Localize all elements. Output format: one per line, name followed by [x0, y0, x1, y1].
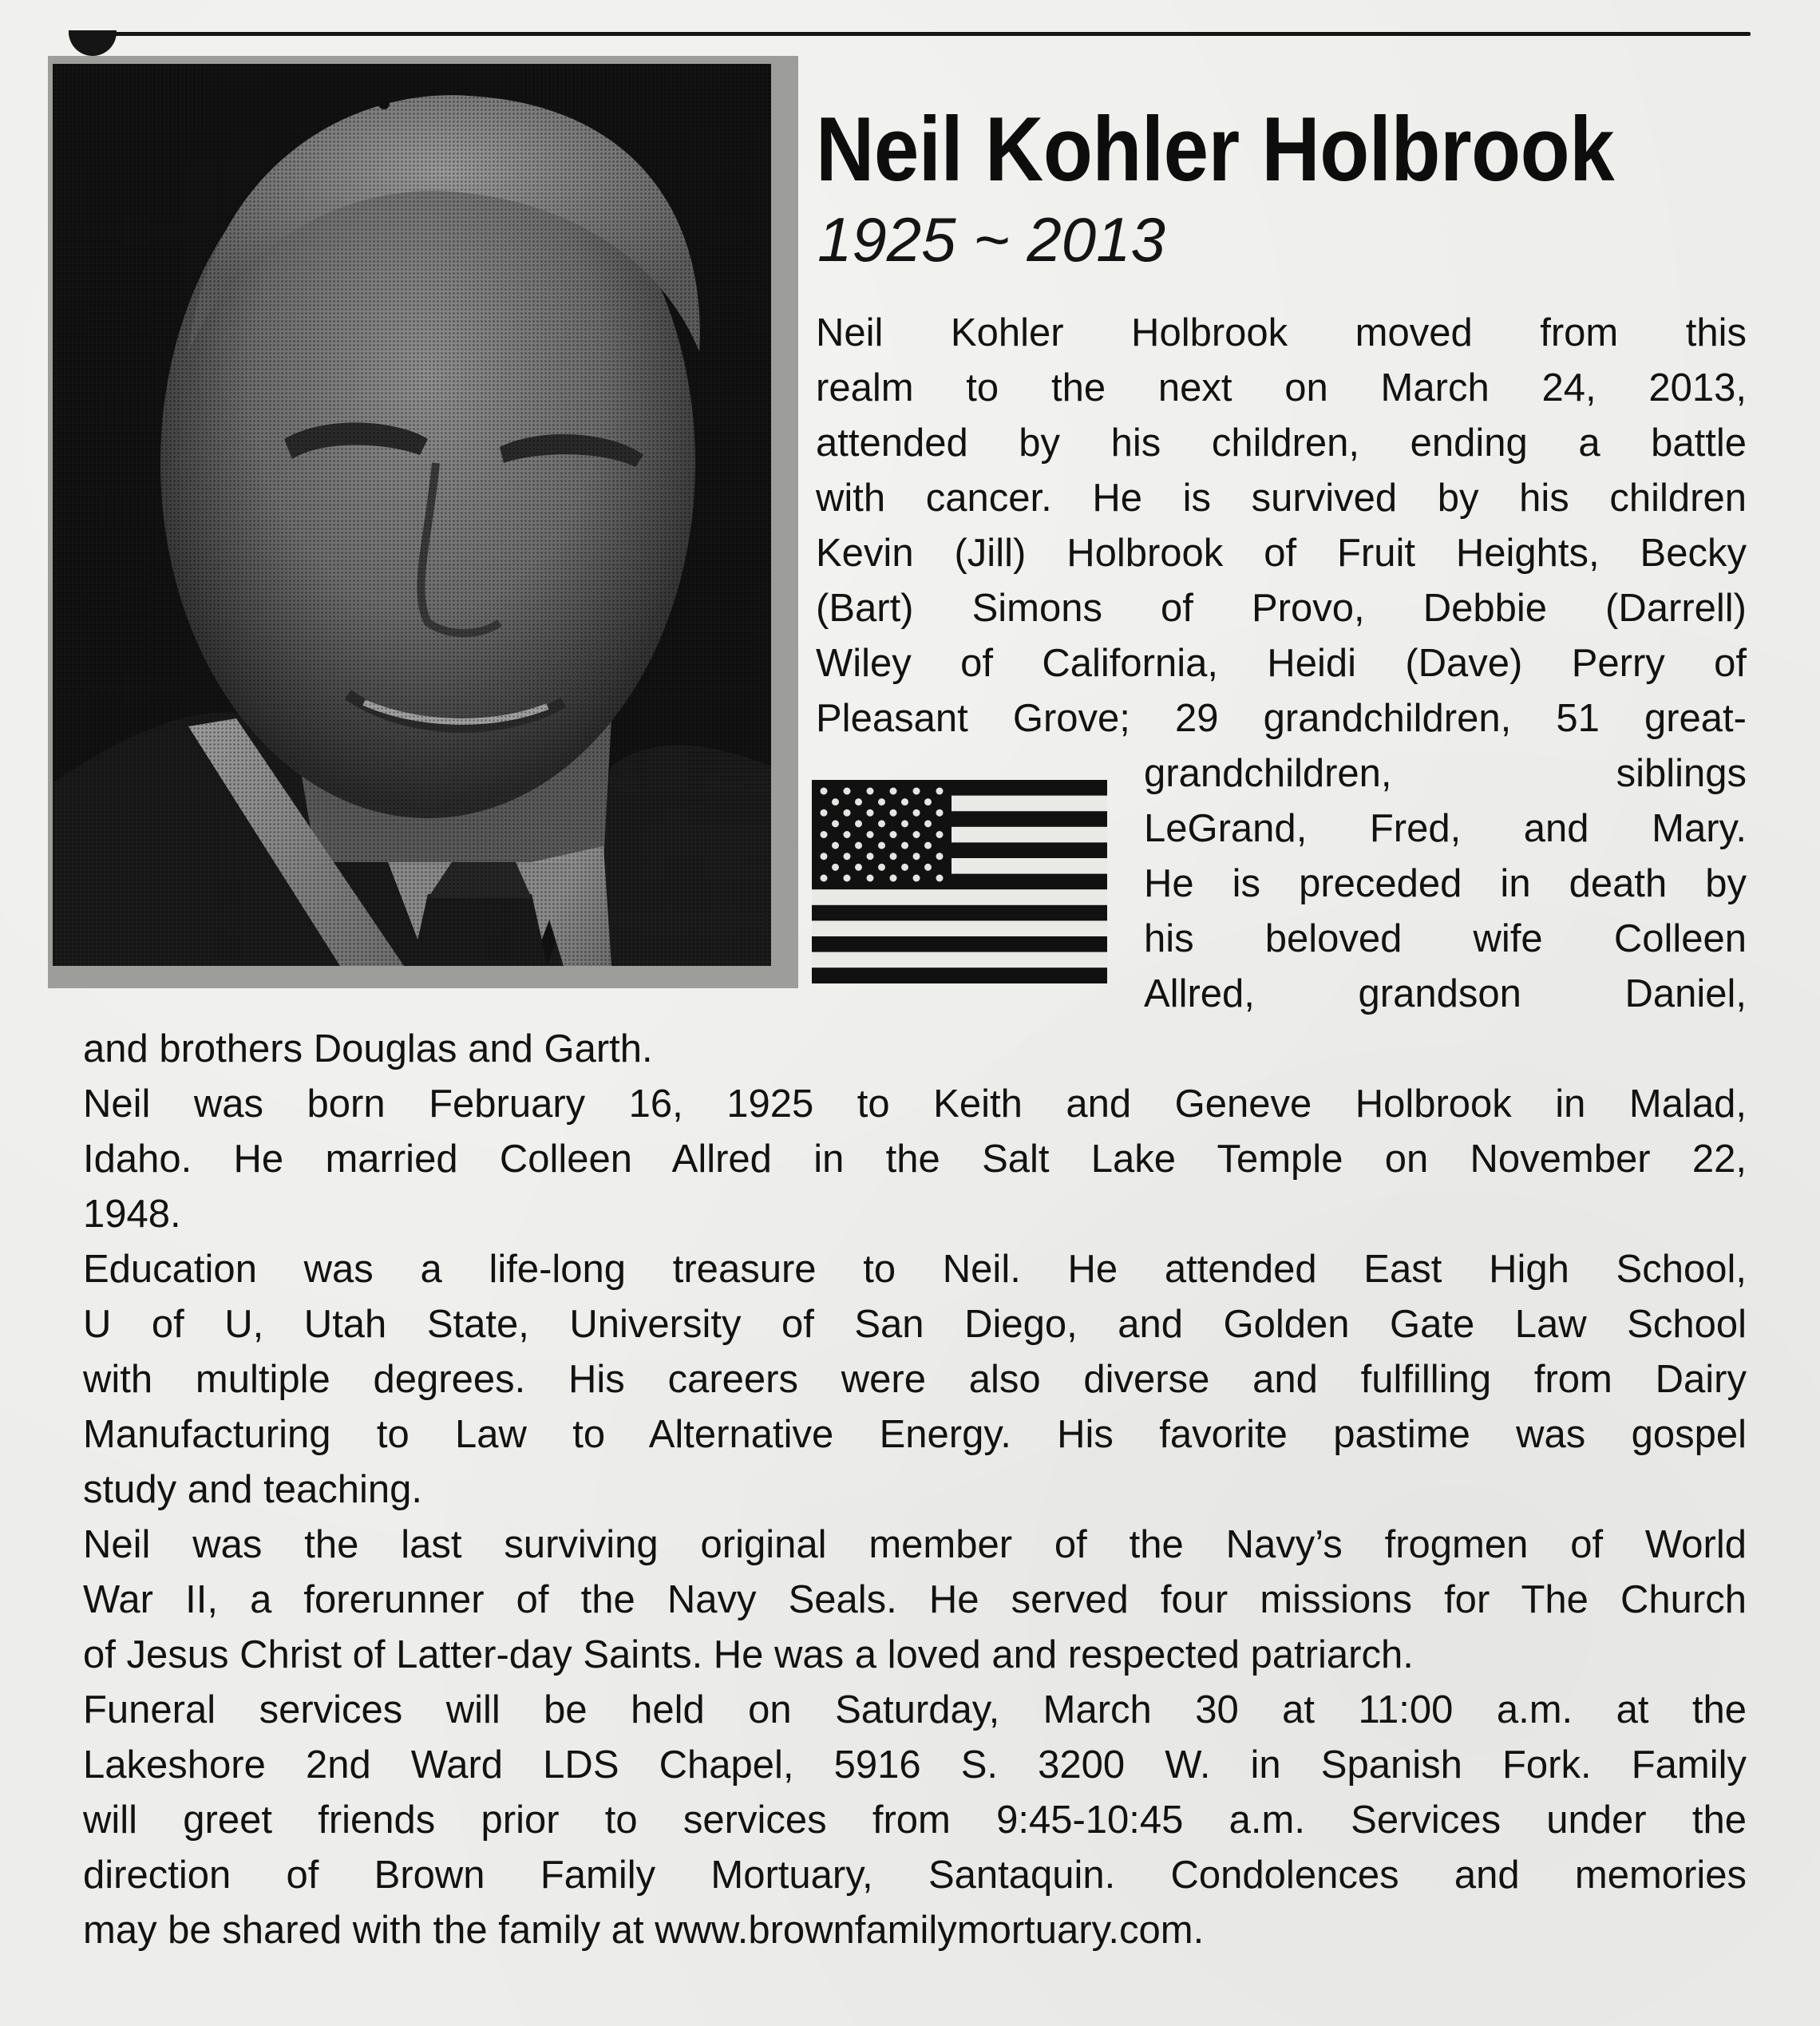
- body-text-line: Kevin (Jill) Holbrook of Fruit Heights, Becky: [816, 532, 1747, 575]
- star-icon: [890, 875, 897, 882]
- star-icon: [821, 809, 828, 817]
- star-icon: [867, 853, 874, 860]
- star-icon: [890, 853, 897, 860]
- body-text-line: Neil was born February 16, 1925 to Keith and Geneve Holbrook in Malad,: [83, 1082, 1747, 1126]
- star-icon: [844, 788, 851, 795]
- body-text-line: with cancer. He is survived by his children: [816, 477, 1747, 520]
- body-text-line: U of U, Utah State, University of San Diego, and Golden Gate Law School: [83, 1303, 1747, 1346]
- star-icon: [878, 842, 885, 849]
- body-text-line: with multiple degrees. His careers were also diverse and fulfilling from Dairy: [83, 1358, 1747, 1401]
- portrait-icon: [53, 64, 771, 966]
- body-text-line: Neil was the last surviving original member of the Navy’s frogmen of World: [83, 1523, 1747, 1566]
- star-icon: [867, 788, 874, 795]
- body-text-line: Education was a life-long treasure to Neil. He attended East High School,: [83, 1248, 1747, 1291]
- body-text-line: Funeral services will be held on Saturday, March 30 at 11:00 a.m. at the: [83, 1688, 1747, 1731]
- body-text-line: and brothers Douglas and Garth.: [83, 1027, 653, 1070]
- star-icon: [913, 788, 920, 795]
- star-icon: [844, 875, 851, 882]
- body-text-line: will greet friends prior to services from 9:45-10:45 a.m. Services under the: [83, 1798, 1747, 1842]
- body-text-line: may be shared with the family at www.brownfamilymortuary.com.: [83, 1909, 1205, 1952]
- body-text-line: attended by his children, ending a battle: [816, 421, 1747, 465]
- star-icon: [924, 864, 932, 871]
- body-text-line: grandchildren, siblings: [1144, 752, 1747, 795]
- star-icon: [844, 831, 851, 838]
- star-icon: [821, 875, 828, 882]
- star-icon: [924, 842, 932, 849]
- star-icon: [855, 798, 862, 805]
- star-icon: [936, 831, 944, 838]
- star-icon: [901, 864, 908, 871]
- star-icon: [936, 788, 944, 795]
- star-icon: [821, 831, 828, 838]
- star-icon: [890, 788, 897, 795]
- star-icon: [913, 853, 920, 860]
- star-icon: [832, 820, 839, 827]
- star-icon: [867, 809, 874, 817]
- body-text-line: study and teaching.: [83, 1468, 422, 1511]
- ink-blot: [69, 30, 117, 56]
- star-icon: [832, 798, 839, 805]
- star-icon: [913, 875, 920, 882]
- star-icon: [832, 842, 839, 849]
- star-icon: [821, 853, 828, 860]
- star-icon: [878, 864, 885, 871]
- star-icon: [855, 864, 862, 871]
- body-text-line: Neil Kohler Holbrook moved from this: [816, 311, 1747, 354]
- star-icon: [901, 820, 908, 827]
- body-text-line: Allred, grandson Daniel,: [1144, 972, 1747, 1015]
- star-icon: [936, 809, 944, 817]
- star-icon: [844, 809, 851, 817]
- star-icon: [832, 864, 839, 871]
- body-text-line: (Bart) Simons of Provo, Debbie (Darrell): [816, 587, 1747, 630]
- star-icon: [821, 788, 828, 795]
- body-text-line: of Jesus Christ of Latter-day Saints. He was a loved and respected patriarch.: [83, 1633, 1414, 1676]
- star-icon: [901, 842, 908, 849]
- star-icon: [890, 831, 897, 838]
- star-icon: [878, 798, 885, 805]
- star-icon: [878, 820, 885, 827]
- star-icon: [890, 809, 897, 817]
- star-icon: [913, 831, 920, 838]
- star-icon: [855, 842, 862, 849]
- body-text-line: War II, a forerunner of the Navy Seals. He served four missions for The Church: [83, 1578, 1747, 1621]
- star-icon: [924, 820, 932, 827]
- star-icon: [844, 853, 851, 860]
- body-text-line: Manufacturing to Law to Alternative Energy. His favorite pastime was gospel: [83, 1413, 1747, 1456]
- star-icon: [867, 831, 874, 838]
- top-rule-divider: [69, 32, 1751, 36]
- star-icon: [924, 798, 932, 805]
- star-icon: [901, 798, 908, 805]
- body-text-line: Pleasant Grove; 29 grandchildren, 51 great-: [816, 697, 1747, 740]
- body-text-line: 1948.: [83, 1193, 181, 1236]
- body-text-line: direction of Brown Family Mortuary, Santaquin. Condolences and memories: [83, 1854, 1747, 1897]
- star-icon: [867, 875, 874, 882]
- american-flag-icon: [812, 780, 1107, 983]
- body-text-line: his beloved wife Colleen: [1144, 917, 1747, 960]
- body-text-line: He is preceded in death by: [1144, 862, 1747, 905]
- star-icon: [855, 820, 862, 827]
- body-text-line: LeGrand, Fred, and Mary.: [1144, 807, 1747, 850]
- star-icon: [936, 875, 944, 882]
- obituary-name-heading: Neil Kohler Holbrook: [816, 99, 1615, 200]
- body-text-line: Wiley of California, Heidi (Dave) Perry of: [816, 642, 1747, 685]
- portrait-photo: [53, 64, 771, 966]
- body-text-line: realm to the next on March 24, 2013,: [816, 366, 1747, 410]
- body-text-line: Idaho. He married Colleen Allred in the Salt Lake Temple on November 22,: [83, 1138, 1747, 1181]
- star-icon: [913, 809, 920, 817]
- star-icon: [936, 853, 944, 860]
- life-dates: 1925 ~ 2013: [817, 204, 1165, 275]
- body-text-line: Lakeshore 2nd Ward LDS Chapel, 5916 S. 3200 W. in Spanish Fork. Family: [83, 1743, 1747, 1787]
